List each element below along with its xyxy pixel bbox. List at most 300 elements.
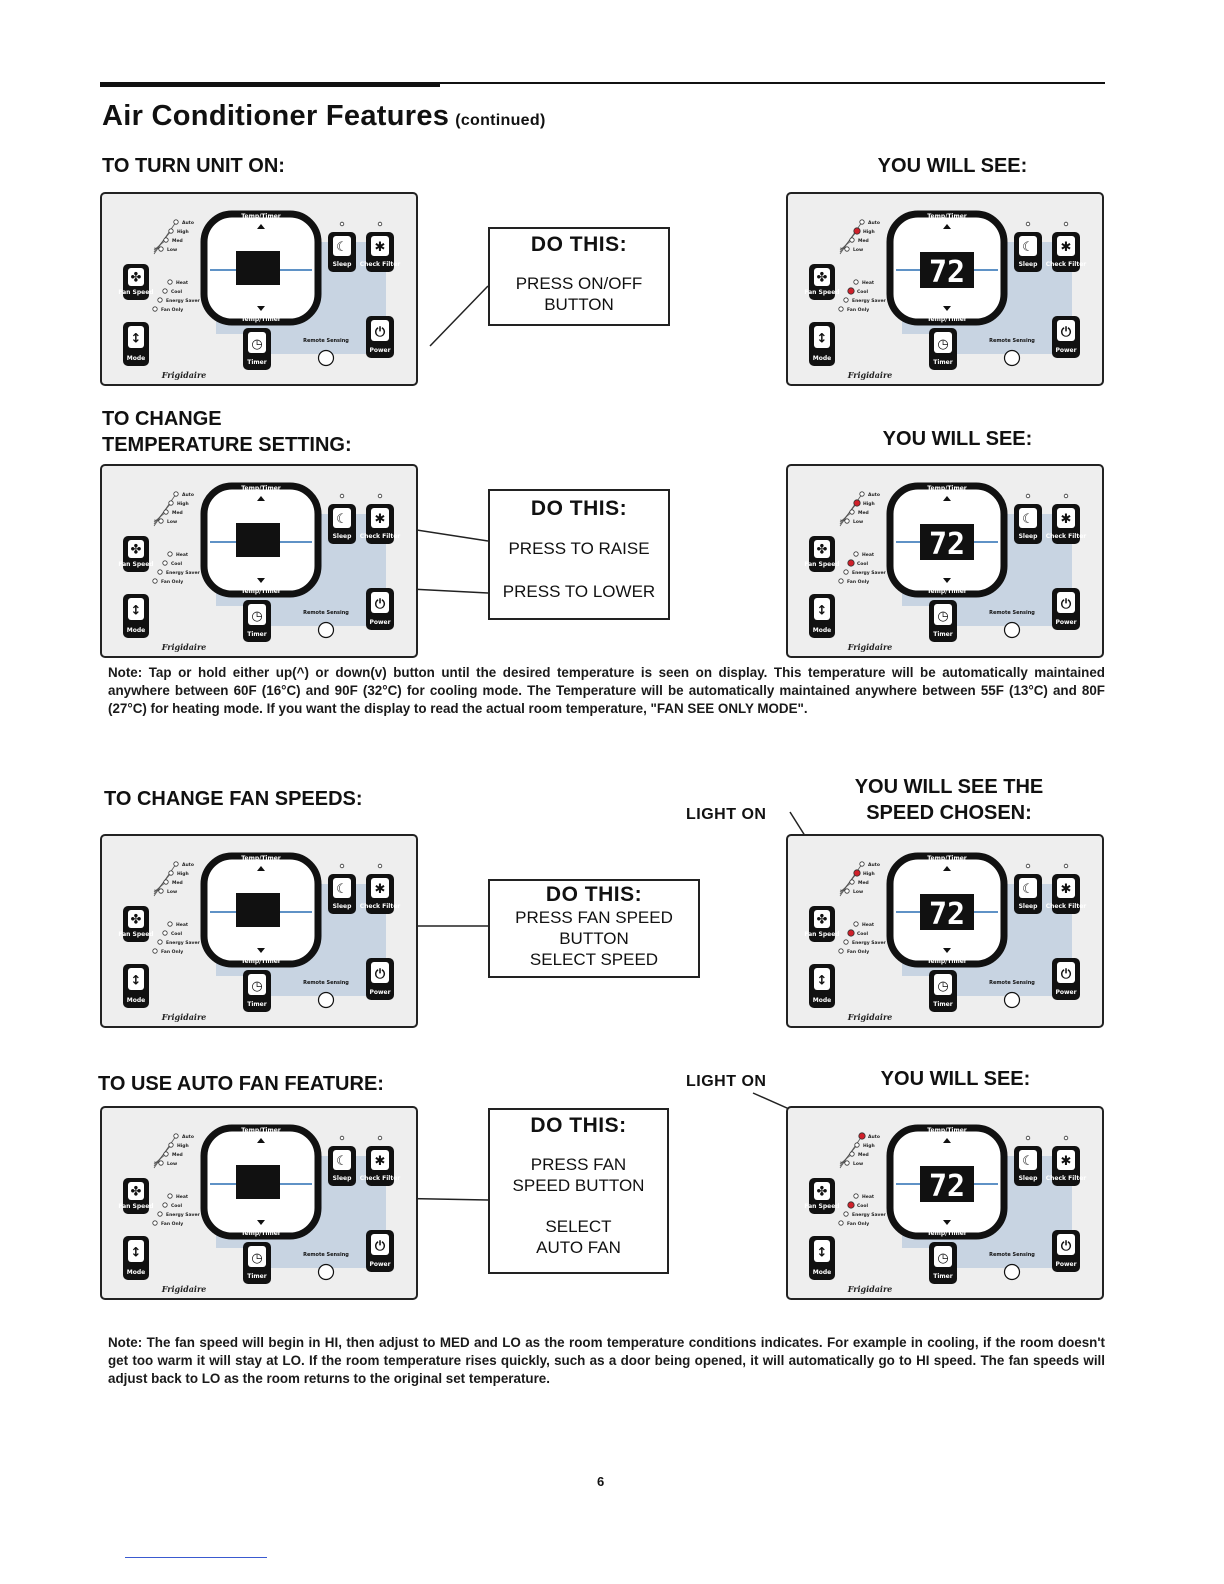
mode-label: Cool bbox=[171, 932, 183, 937]
fan-speed-led-high bbox=[169, 1143, 173, 1147]
timer-button bbox=[243, 970, 271, 1012]
fan-speed-label: Med bbox=[858, 881, 869, 886]
svg-text:↕: ↕ bbox=[130, 973, 142, 989]
brand-logo: Frigidaire bbox=[847, 1012, 893, 1022]
remote-sensing-sensor bbox=[1005, 993, 1020, 1008]
svg-text:↕: ↕ bbox=[130, 603, 142, 619]
remote-sensing-sensor bbox=[319, 1265, 334, 1280]
sleep-button bbox=[1014, 504, 1042, 544]
svg-text:⏻: ⏻ bbox=[1060, 966, 1072, 982]
svg-text:↕: ↕ bbox=[816, 603, 828, 619]
fan-speed-label: Med bbox=[858, 239, 869, 244]
svg-text:Temp/Timer: Temp/Timer bbox=[241, 485, 281, 492]
svg-text:✤: ✤ bbox=[130, 912, 142, 928]
power-button bbox=[1052, 958, 1080, 1000]
svg-text:Temp/Timer: Temp/Timer bbox=[927, 485, 967, 492]
display-blank bbox=[236, 523, 280, 557]
mode-led-cool bbox=[848, 1202, 854, 1208]
section-4-result-heading bbox=[833, 1066, 1078, 1092]
fan-speed-label: Low bbox=[853, 1162, 864, 1167]
mode-label: Cool bbox=[857, 932, 869, 937]
filter-led bbox=[1064, 864, 1068, 868]
mode-button bbox=[809, 964, 835, 1008]
svg-text:✱: ✱ bbox=[1060, 1154, 1072, 1170]
svg-text:Check Filter: Check Filter bbox=[1045, 1175, 1087, 1182]
fan-speed-led-auto bbox=[860, 862, 864, 866]
timer-button bbox=[243, 600, 271, 642]
mode-led-cool bbox=[163, 561, 167, 565]
mode-led-energy bbox=[158, 940, 162, 944]
svg-text:Check Filter: Check Filter bbox=[359, 903, 401, 910]
fan-speed-led-high bbox=[169, 871, 173, 875]
fan-speed-label: High bbox=[863, 1144, 875, 1149]
control-panel-s4-after bbox=[786, 1106, 1104, 1300]
svg-text:Temp/Timer: Temp/Timer bbox=[927, 958, 967, 965]
svg-text:◷: ◷ bbox=[937, 1250, 949, 1266]
sleep-led bbox=[1026, 864, 1030, 868]
svg-text:Sleep: Sleep bbox=[1018, 1175, 1038, 1182]
mode-label: Heat bbox=[862, 553, 875, 558]
svg-text:Temp/Timer: Temp/Timer bbox=[241, 958, 281, 965]
svg-text:◷: ◷ bbox=[937, 608, 949, 624]
mode-led-cool bbox=[163, 931, 167, 935]
fan-speed-label: Med bbox=[172, 881, 183, 886]
control-panel-s3-before bbox=[100, 834, 418, 1028]
remote-sensing-label: Remote Sensing bbox=[303, 610, 349, 616]
section-2-result-heading bbox=[835, 426, 1080, 452]
svg-text:Fan Speed: Fan Speed bbox=[118, 289, 154, 296]
fan-speed-led-auto bbox=[174, 862, 178, 866]
page-title-suffix: (continued) bbox=[455, 112, 546, 129]
fan-speed-label: Med bbox=[172, 239, 183, 244]
section-3-result-line: SPEED CHOSEN: bbox=[866, 802, 1032, 824]
fan-speed-led-low bbox=[159, 519, 163, 523]
mode-led-fanonly bbox=[153, 949, 157, 953]
svg-text:Power: Power bbox=[1055, 989, 1077, 996]
svg-text:Timer: Timer bbox=[933, 631, 953, 638]
section-2-result-line: YOU WILL SEE: bbox=[882, 428, 1033, 450]
svg-text:Temp/Timer: Temp/Timer bbox=[927, 316, 967, 323]
control-panel-s2-after bbox=[786, 464, 1104, 658]
fan-speed-button bbox=[118, 906, 153, 942]
fan-speed-label: Auto bbox=[868, 1135, 880, 1140]
do-this-line: SPEED BUTTON bbox=[512, 1176, 645, 1195]
svg-text:Power: Power bbox=[369, 989, 391, 996]
svg-text:Check Filter: Check Filter bbox=[359, 261, 401, 268]
mode-label: Cool bbox=[857, 562, 869, 567]
do-this-heading: DO THIS: bbox=[530, 497, 628, 520]
svg-text:✤: ✤ bbox=[130, 542, 142, 558]
filter-led bbox=[378, 1136, 382, 1140]
remote-sensing-label: Remote Sensing bbox=[989, 1252, 1035, 1258]
svg-text:Sleep: Sleep bbox=[1018, 533, 1038, 540]
fan-speed-led-high bbox=[855, 1143, 859, 1147]
svg-text:◷: ◷ bbox=[937, 978, 949, 994]
mode-label: Cool bbox=[857, 290, 869, 295]
svg-text:Sleep: Sleep bbox=[1018, 903, 1038, 910]
panel-graphic bbox=[100, 1106, 418, 1300]
fan-speed-led-high bbox=[854, 870, 860, 876]
mode-label: Energy Saver bbox=[166, 571, 200, 576]
svg-text:Check Filter: Check Filter bbox=[359, 1175, 401, 1182]
svg-text:✱: ✱ bbox=[374, 512, 386, 528]
svg-text:Fan Speed: Fan Speed bbox=[804, 289, 840, 296]
section-1-result-line: YOU WILL SEE: bbox=[877, 155, 1028, 177]
sleep-led bbox=[1026, 1136, 1030, 1140]
mode-button bbox=[809, 594, 835, 638]
display-blank bbox=[236, 893, 280, 927]
svg-text:✤: ✤ bbox=[130, 1184, 142, 1200]
svg-text:⏻: ⏻ bbox=[1060, 596, 1072, 612]
svg-text:Temp/Timer: Temp/Timer bbox=[927, 1127, 967, 1134]
do-this-line: PRESS TO RAISE bbox=[508, 539, 650, 558]
svg-text:Temp/Timer: Temp/Timer bbox=[927, 855, 967, 862]
fan-speed-button bbox=[804, 1178, 839, 1214]
do-this-line: PRESS FAN SPEED bbox=[515, 908, 673, 927]
mode-led-energy bbox=[158, 570, 162, 574]
fan-speed-label: High bbox=[177, 502, 189, 507]
do-this-line: BUTTON bbox=[544, 295, 614, 314]
fan-speed-label: Low bbox=[167, 890, 178, 895]
svg-text:⏻: ⏻ bbox=[374, 324, 386, 340]
svg-text:☾: ☾ bbox=[336, 240, 348, 256]
remote-sensing-sensor bbox=[1005, 1265, 1020, 1280]
fan-speed-label: Med bbox=[858, 1153, 869, 1158]
svg-text:Power: Power bbox=[1055, 347, 1077, 354]
svg-text:☾: ☾ bbox=[1022, 512, 1034, 528]
do-this-line: PRESS ON/OFF bbox=[515, 274, 643, 293]
svg-text:Power: Power bbox=[1055, 619, 1077, 626]
svg-text:✱: ✱ bbox=[1060, 882, 1072, 898]
mode-led-energy bbox=[844, 940, 848, 944]
mode-label: Fan Only bbox=[161, 950, 184, 955]
control-panel-s4-before bbox=[100, 1106, 418, 1300]
mode-label: Energy Saver bbox=[166, 941, 200, 946]
svg-text:✱: ✱ bbox=[374, 882, 386, 898]
mode-label: Heat bbox=[862, 281, 875, 286]
fan-speed-label: Auto bbox=[868, 863, 880, 868]
mode-label: Fan Only bbox=[161, 1222, 184, 1227]
do-this-line: SELECT SPEED bbox=[529, 950, 659, 969]
svg-text:Mode: Mode bbox=[126, 997, 146, 1004]
svg-text:Check Filter: Check Filter bbox=[1045, 261, 1087, 268]
svg-text:↕: ↕ bbox=[816, 1245, 828, 1261]
mode-label: Energy Saver bbox=[166, 1213, 200, 1218]
fan-speed-label: Auto bbox=[182, 863, 194, 868]
section-3-heading bbox=[104, 786, 363, 812]
filter-led bbox=[378, 494, 382, 498]
svg-text:Check Filter: Check Filter bbox=[1045, 903, 1087, 910]
fan-speed-label: High bbox=[177, 872, 189, 877]
timer-button bbox=[929, 1242, 957, 1284]
fan-speed-led-low bbox=[845, 889, 849, 893]
remote-sensing-label: Remote Sensing bbox=[303, 1252, 349, 1258]
do-this-heading: DO THIS: bbox=[530, 1114, 627, 1137]
mode-label: Fan Only bbox=[847, 1222, 870, 1227]
mode-label: Energy Saver bbox=[852, 941, 886, 946]
mode-led-fanonly bbox=[153, 1221, 157, 1225]
sleep-button bbox=[328, 504, 356, 544]
svg-text:☾: ☾ bbox=[1022, 882, 1034, 898]
temperature-display bbox=[890, 855, 1004, 965]
do-this-box-2 bbox=[488, 489, 670, 620]
do-this-heading: DO THIS: bbox=[530, 233, 628, 256]
light-on-label-s3: LIGHT ON bbox=[686, 806, 767, 823]
do-this-heading: DO THIS: bbox=[545, 883, 643, 906]
brand-logo: Frigidaire bbox=[847, 1284, 893, 1294]
brand-logo: Frigidaire bbox=[847, 370, 893, 380]
mode-label: Cool bbox=[171, 290, 183, 295]
fan-speed-label: Med bbox=[858, 511, 869, 516]
fan-speed-led-low bbox=[845, 1161, 849, 1165]
svg-text:Mode: Mode bbox=[126, 355, 146, 362]
svg-text:Sleep: Sleep bbox=[332, 533, 352, 540]
fan-speed-label: High bbox=[177, 1144, 189, 1149]
svg-text:Mode: Mode bbox=[126, 1269, 146, 1276]
fan-speed-led-low bbox=[159, 1161, 163, 1165]
svg-text:Timer: Timer bbox=[933, 1001, 953, 1008]
fan-speed-led-med bbox=[164, 510, 168, 514]
fan-speed-label: High bbox=[177, 230, 189, 235]
svg-text:⏻: ⏻ bbox=[1060, 1238, 1072, 1254]
sleep-button bbox=[328, 1146, 356, 1186]
svg-text:⏻: ⏻ bbox=[374, 966, 386, 982]
fan-speed-label: Auto bbox=[868, 221, 880, 226]
mode-led-energy bbox=[844, 1212, 848, 1216]
svg-text:✤: ✤ bbox=[130, 270, 142, 286]
section-1-heading-line: TO TURN UNIT ON: bbox=[102, 155, 285, 177]
fan-speed-led-med bbox=[164, 1152, 168, 1156]
fan-speed-led-auto bbox=[174, 1134, 178, 1138]
mode-label: Fan Only bbox=[161, 580, 184, 585]
svg-text:Sleep: Sleep bbox=[332, 261, 352, 268]
remote-sensing-sensor bbox=[319, 993, 334, 1008]
mode-led-heat bbox=[854, 922, 858, 926]
svg-text:Power: Power bbox=[369, 347, 391, 354]
remote-sensing-sensor bbox=[319, 623, 334, 638]
fan-speed-led-auto bbox=[860, 492, 864, 496]
fan-speed-label: Auto bbox=[868, 493, 880, 498]
svg-text:Fan Speed: Fan Speed bbox=[118, 561, 154, 568]
mode-label: Energy Saver bbox=[852, 571, 886, 576]
page-number: 6 bbox=[597, 1474, 605, 1489]
svg-text:Power: Power bbox=[1055, 1261, 1077, 1268]
svg-text:Fan Speed: Fan Speed bbox=[804, 561, 840, 568]
note-temperature: Note: Tap or hold either up(^) or down(v) button until the desired temperature is seen on display. This temperature will be automatically maintained anywhere between 60F (16°C) and 90F (32°C) for cooling mode. The Temperature will be automatically maintained anywhere between 55F (13°C) and 80F (27°C) for heating mode. If you want the display to read the actual room temperature, "FAN SEE ONLY MODE". bbox=[108, 665, 1105, 716]
svg-text:✱: ✱ bbox=[374, 1154, 386, 1170]
temperature-display bbox=[890, 1127, 1004, 1237]
fan-speed-label: High bbox=[863, 230, 875, 235]
display-blank bbox=[236, 1165, 280, 1199]
svg-text:Temp/Timer: Temp/Timer bbox=[241, 855, 281, 862]
fan-speed-button bbox=[804, 906, 839, 942]
do-this-box-4 bbox=[488, 1108, 669, 1274]
svg-text:Temp/Timer: Temp/Timer bbox=[241, 588, 281, 595]
svg-text:☾: ☾ bbox=[336, 882, 348, 898]
fan-speed-label: Low bbox=[167, 1162, 178, 1167]
power-button bbox=[366, 958, 394, 1000]
fan-speed-label: Low bbox=[853, 248, 864, 253]
fan-speed-led-med bbox=[850, 1152, 854, 1156]
section-3-result-line: YOU WILL SEE THE bbox=[854, 776, 1044, 798]
panel-graphic bbox=[786, 1106, 1104, 1300]
svg-text:☾: ☾ bbox=[336, 1154, 348, 1170]
fan-speed-label: Med bbox=[172, 511, 183, 516]
fan-speed-led-high bbox=[169, 501, 173, 505]
brand-logo: Frigidaire bbox=[161, 370, 207, 380]
timer-button bbox=[929, 970, 957, 1012]
svg-text:⏻: ⏻ bbox=[374, 1238, 386, 1254]
do-this-line: SELECT bbox=[545, 1217, 612, 1236]
svg-text:◷: ◷ bbox=[251, 1250, 263, 1266]
mode-led-cool bbox=[163, 1203, 167, 1207]
power-button bbox=[1052, 588, 1080, 630]
fan-speed-led-med bbox=[850, 880, 854, 884]
mode-led-heat bbox=[854, 1194, 858, 1198]
do-this-line: BUTTON bbox=[559, 929, 629, 948]
fan-speed-label: Auto bbox=[182, 493, 194, 498]
brand-logo: Frigidaire bbox=[161, 642, 207, 652]
mode-label: Heat bbox=[176, 923, 189, 928]
svg-text:✤: ✤ bbox=[816, 1184, 828, 1200]
section-3-heading-line: TO CHANGE FAN SPEEDS: bbox=[104, 788, 363, 810]
mode-led-fanonly bbox=[839, 949, 843, 953]
svg-text:↕: ↕ bbox=[130, 331, 142, 347]
svg-text:☾: ☾ bbox=[336, 512, 348, 528]
fan-speed-button bbox=[118, 1178, 153, 1214]
svg-text:Temp/Timer: Temp/Timer bbox=[927, 588, 967, 595]
sleep-led bbox=[340, 1136, 344, 1140]
fan-speed-led-low bbox=[845, 519, 849, 523]
mode-button bbox=[123, 1236, 149, 1280]
footer-link-underline bbox=[125, 1557, 267, 1558]
sleep-led bbox=[1026, 494, 1030, 498]
svg-text:↕: ↕ bbox=[130, 1245, 142, 1261]
mode-label: Fan Only bbox=[847, 308, 870, 313]
fan-speed-label: High bbox=[863, 872, 875, 877]
fan-speed-label: Low bbox=[167, 248, 178, 253]
svg-text:Power: Power bbox=[369, 1261, 391, 1268]
sleep-led bbox=[340, 494, 344, 498]
svg-text:Temp/Timer: Temp/Timer bbox=[241, 213, 281, 220]
mode-led-energy bbox=[158, 1212, 162, 1216]
section-2-heading-line: TEMPERATURE SETTING: bbox=[102, 434, 352, 456]
mode-button bbox=[809, 1236, 835, 1280]
mode-label: Heat bbox=[176, 1195, 189, 1200]
temperature-display bbox=[204, 1127, 318, 1237]
fan-speed-led-low bbox=[159, 889, 163, 893]
svg-text:Fan Speed: Fan Speed bbox=[118, 931, 154, 938]
svg-text:Mode: Mode bbox=[812, 627, 832, 634]
fan-speed-label: Auto bbox=[182, 1135, 194, 1140]
remote-sensing-sensor bbox=[1005, 623, 1020, 638]
svg-text:Temp/Timer: Temp/Timer bbox=[241, 316, 281, 323]
section-4-heading bbox=[98, 1071, 384, 1097]
fan-speed-label: Low bbox=[853, 890, 864, 895]
mode-led-energy bbox=[844, 570, 848, 574]
timer-button bbox=[243, 1242, 271, 1284]
svg-text:✱: ✱ bbox=[1060, 512, 1072, 528]
remote-sensing-label: Remote Sensing bbox=[989, 980, 1035, 986]
fan-speed-led-med bbox=[164, 880, 168, 884]
svg-text:Sleep: Sleep bbox=[332, 1175, 352, 1182]
svg-text:Mode: Mode bbox=[126, 627, 146, 634]
temperature-display bbox=[890, 485, 1004, 595]
light-on-label-s4: LIGHT ON bbox=[686, 1073, 767, 1090]
fan-speed-label: Med bbox=[172, 1153, 183, 1158]
filter-led bbox=[378, 864, 382, 868]
brand-logo: Frigidaire bbox=[847, 642, 893, 652]
display-digits: 72 bbox=[928, 1169, 966, 1204]
svg-text:✤: ✤ bbox=[816, 270, 828, 286]
sleep-button bbox=[328, 874, 356, 914]
svg-text:Temp/Timer: Temp/Timer bbox=[927, 1230, 967, 1237]
remote-sensing-label: Remote Sensing bbox=[303, 980, 349, 986]
fan-speed-led-auto bbox=[174, 492, 178, 496]
power-button bbox=[366, 588, 394, 630]
mode-led-heat bbox=[168, 1194, 172, 1198]
mode-label: Heat bbox=[176, 553, 189, 558]
mode-led-heat bbox=[854, 552, 858, 556]
svg-text:Sleep: Sleep bbox=[1018, 261, 1038, 268]
remote-sensing-label: Remote Sensing bbox=[989, 338, 1035, 344]
panel-graphic bbox=[100, 834, 418, 1028]
svg-text:⏻: ⏻ bbox=[1060, 324, 1072, 340]
timer-button bbox=[929, 600, 957, 642]
mode-label: Cool bbox=[171, 1204, 183, 1209]
remote-sensing-label: Remote Sensing bbox=[989, 610, 1035, 616]
sleep-led bbox=[340, 864, 344, 868]
control-panel-s2-before bbox=[100, 464, 418, 658]
fan-speed-label: Low bbox=[167, 520, 178, 525]
sleep-button bbox=[1014, 874, 1042, 914]
mode-label: Fan Only bbox=[847, 580, 870, 585]
svg-text:◷: ◷ bbox=[251, 978, 263, 994]
panel-graphic bbox=[100, 464, 418, 658]
mode-led-heat bbox=[168, 922, 172, 926]
svg-text:Mode: Mode bbox=[812, 355, 832, 362]
fan-speed-led-med bbox=[850, 510, 854, 514]
control-panel-s3-after bbox=[786, 834, 1104, 1028]
mode-label: Heat bbox=[862, 1195, 875, 1200]
svg-text:✱: ✱ bbox=[1060, 240, 1072, 256]
filter-led bbox=[1064, 1136, 1068, 1140]
svg-text:Check Filter: Check Filter bbox=[1045, 533, 1087, 540]
svg-text:Temp/Timer: Temp/Timer bbox=[241, 1127, 281, 1134]
svg-text:⏻: ⏻ bbox=[374, 596, 386, 612]
svg-text:✤: ✤ bbox=[816, 912, 828, 928]
svg-text:Mode: Mode bbox=[812, 997, 832, 1004]
section-4-heading-line: TO USE AUTO FAN FEATURE: bbox=[98, 1073, 384, 1095]
svg-text:Timer: Timer bbox=[247, 1001, 267, 1008]
svg-text:Fan Speed: Fan Speed bbox=[118, 1203, 154, 1210]
svg-text:Fan Speed: Fan Speed bbox=[804, 931, 840, 938]
brand-logo: Frigidaire bbox=[161, 1284, 207, 1294]
svg-text:Sleep: Sleep bbox=[332, 903, 352, 910]
svg-text:↕: ↕ bbox=[816, 331, 828, 347]
fan-speed-led-auto bbox=[859, 1133, 865, 1139]
remote-sensing-label: Remote Sensing bbox=[303, 338, 349, 344]
mode-button bbox=[123, 964, 149, 1008]
svg-text:Temp/Timer: Temp/Timer bbox=[927, 213, 967, 220]
power-button bbox=[1052, 1230, 1080, 1272]
mode-label: Energy Saver bbox=[852, 299, 886, 304]
mode-led-fanonly bbox=[153, 579, 157, 583]
do-this-line: PRESS TO LOWER bbox=[502, 582, 656, 601]
svg-text:Temp/Timer: Temp/Timer bbox=[241, 1230, 281, 1237]
mode-led-fanonly bbox=[839, 1221, 843, 1225]
svg-text:Timer: Timer bbox=[247, 359, 267, 366]
